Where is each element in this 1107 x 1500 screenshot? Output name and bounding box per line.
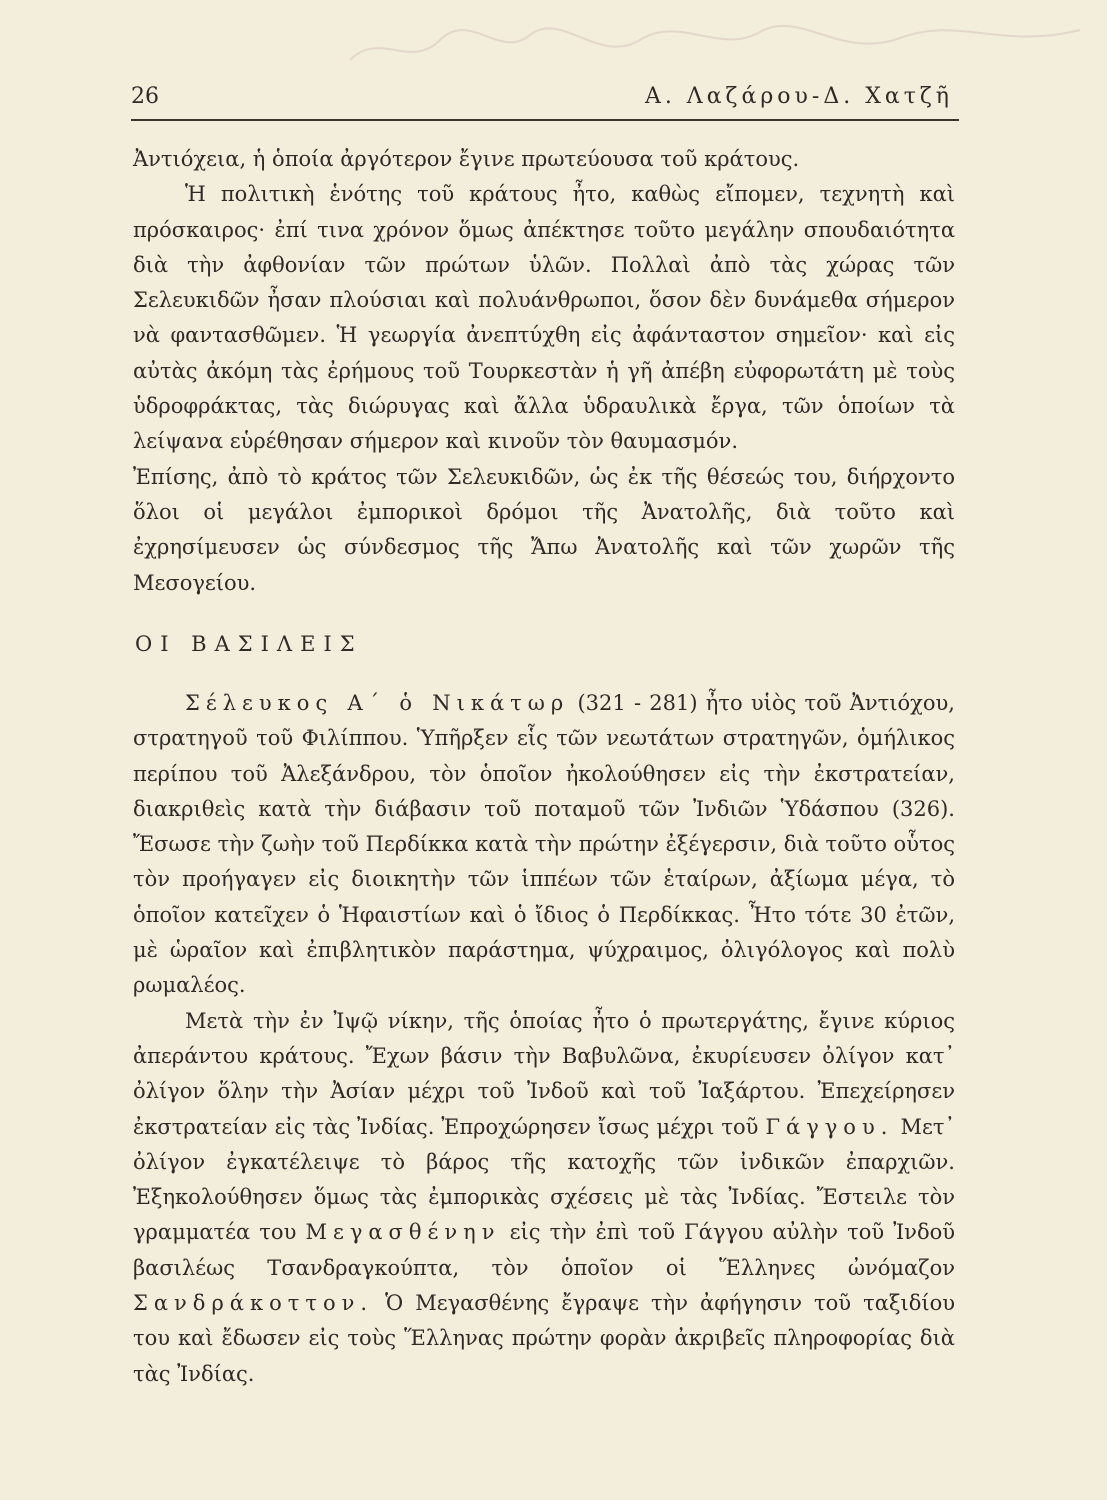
intro-paragraph-1: Ἀντιόχεια, ἡ ὁποία ἀργότερον ἔγινε πρωτεύουσα τοῦ κράτους. — [133, 147, 800, 171]
running-head: Α. Λαζάρου-Δ. Χατζῆ — [644, 84, 953, 109]
intro-paragraph-2: Ἡ πολιτικὴ ἑνότης τοῦ κράτους ἦτο, καθὼς εἴπομεν, τεχνητὴ καὶ πρόσκαιρος· ἐπί τινα χρόνον ὅμως ἀπέκτησε τοῦτο μεγάλην σπουδαιότητα διὰ τὴν ἀφθονίαν τῶν πρώτων ὑλῶν. Πολλαὶ ἀπὸ τὰς χώρας τῶν Σελευκιδῶν ἦσαν πλούσιαι καὶ πολυάνθρωποι, ὅσον δὲν δυνάμεθα σήμερον νὰ φαντασθῶμεν. Ἡ γεωργία ἀνεπτύχθη εἰς ἀφάνταστον σημεῖον· καὶ εἰς αὐτὰς ἀκόμη τὰς ἐρήμους τοῦ Τουρκεστὰν ἡ γῆ ἀπέβη εὐφορωτάτη μὲ τοὺς ὑδροφράκτας, τὰς διώρυγας καὶ ἄλλα ὑδραυλικὰ ἔργα, τῶν ὁποίων τὰ λείψανα εὑρέθησαν σήμερον καὶ κινοῦν τὸν θαυμασμόν. — [133, 182, 955, 454]
sandrakottos-name: Σανδράκοττον. — [133, 1291, 374, 1316]
section-paragraph-2-part-d: Ὁ Μεγασθένης ἔγραψε τὴν ἀφήγησιν τοῦ ταξιδίου του καὶ ἔδωσεν εἰς τοὺς Ἕλληνας πρώτην φορὰν ἀκριβεῖς πληροφορίας διὰ τὰς Ἰνδίας. — [133, 1291, 955, 1386]
section-paragraph-2 — [133, 1004, 955, 1392]
page-number: 26 — [131, 84, 159, 109]
section-paragraph-1 — [133, 686, 955, 1004]
section-paragraph-2-part-c: εἰς τὴν ἐπὶ τοῦ Γάγγου αὐλὴν τοῦ Ἰνδοῦ βασιλέως Τσανδραγκούπτα, τὸν ὁποῖον οἱ Ἕλληνες ὠνόμαζον — [133, 1220, 955, 1280]
megasthenes-name: Μεγασθένην — [305, 1220, 501, 1245]
section-heading: ΟΙ ΒΑΣΙΛΕΙΣ — [135, 632, 363, 656]
header-rule — [131, 119, 959, 121]
section-paragraph-2-part-a: Μετὰ τὴν ἐν Ἰψῷ νίκην, τῆς ὁποίας ἦτο ὁ πρωτεργάτης, ἔγινε κύριος ἀπεράντου κράτους. Ἔχων βάσιν τὴν Βαβυλῶνα, ἐκυρίευσεν ὀλίγον κατ᾿ ὀλίγον ὅλην τὴν Ἀσίαν μέχρι τοῦ Ἰνδοῦ καὶ τοῦ Ἰαξάρτου. Ἐπεχείρησεν ἐκστρατείαν εἰς τὰς Ἰνδίας. Ἐπροχώρησεν ἴσως μέχρι τοῦ — [133, 1008, 955, 1139]
intro-text — [133, 142, 955, 601]
intro-paragraph-3: Ἐπίσης, ἀπὸ τὸ κράτος τῶν Σελευκιδῶν, ὡς ἐκ τῆς θέσεώς του, διήρχοντο ὅλοι οἱ μεγάλοι ἐμπορικοὶ δρόμοι τῆς Ἀνατολῆς, διὰ τοῦτο καὶ ἐχρησίμευσεν ὡς σύνδεσμος τῆς Ἄπω Ἀνατολῆς καὶ τῶν χωρῶν τῆς Μεσογείου. — [133, 464, 955, 595]
section-paragraph-1-text: (321 - 281) ἦτο υἱὸς τοῦ Ἀντιόχου, στρατηγοῦ τοῦ Φιλίππου. Ὑπῆρξεν εἷς τῶν νεωτάτων στρατηγῶν, ὁμήλικος περίπου τοῦ Ἀλεξάνδρου, τὸν ὁποῖον ἠκολούθησεν εἰς τὴν ἐκστρατείαν, διακριθεὶς κατὰ τὴν διάβασιν τοῦ ποταμοῦ τῶν Ἰνδιῶν Ὑδάσπου (326). Ἔσωσε τὴν ζωὴν τοῦ Περδίκκα κατὰ τὴν πρώτην ἐξέγερσιν, διὰ τοῦτο οὗτος τὸν προήγαγεν εἰς διοικητὴν τῶν ἱππέων τῶν ἑταίρων, ἀξίωμα μέγα, τὸ ὁποῖον κατεῖχεν ὁ Ἡφαιστίων καὶ ὁ ἴδιος ὁ Περδίκκας. Ἦτο τότε 30 ἐτῶν, μὲ ὡραῖον καὶ ἐπιβλητικὸν παράστημα, ψύχραιμος, ὀλιγόλογος καὶ πολὺ ρωμαλέος. — [133, 691, 955, 998]
king-name: Σέλευκος Α΄ ὁ Νικάτωρ — [185, 691, 570, 715]
section-paragraph-2-part-b: Μετ᾿ ὀλίγον ἐγκατέλειψε τὸ βάρος τῆς κατοχῆς τῶν ἰνδικῶν ἐπαρχιῶν. Ἐξηκολούθησεν ὅμως τὰς ἐμπορικὰς σχέσεις μὲ τὰς Ἰνδίας. Ἔστειλε τὸν γραμματέα του — [133, 1114, 955, 1245]
pencil-annotation — [340, 10, 1100, 80]
ganges-name: Γάγγου. — [765, 1114, 894, 1139]
section-text — [133, 686, 955, 1392]
page-header — [131, 84, 961, 120]
